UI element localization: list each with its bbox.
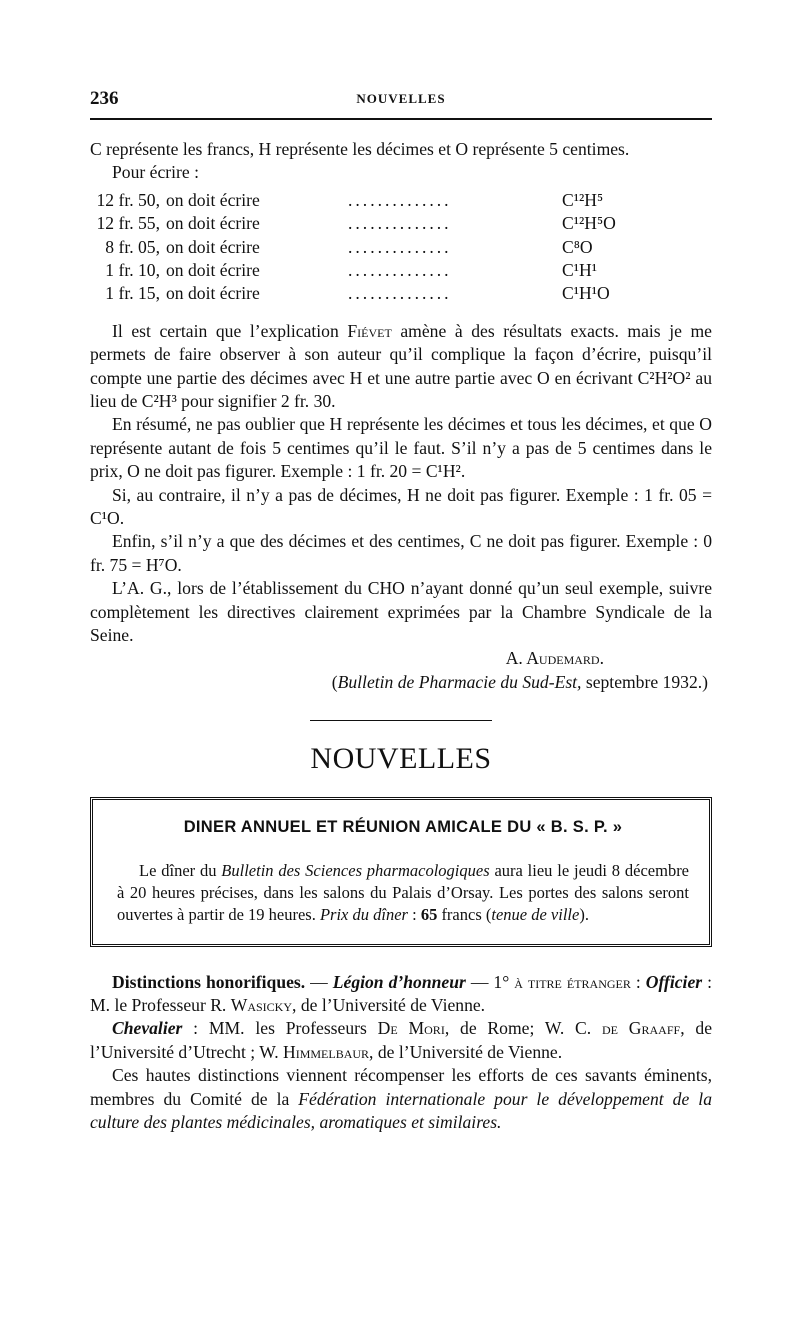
source-citation [90, 671, 708, 694]
journal-title: Bulletin de Pharmacie du Sud-Est, [337, 671, 582, 692]
chevalier-paragraph [90, 1017, 712, 1064]
person-name: De Mori [377, 1018, 445, 1039]
running-header [90, 88, 712, 110]
text-run: : [407, 904, 421, 924]
table-row [90, 189, 712, 212]
price-value: 65 [420, 904, 438, 924]
text-run: francs ( [437, 904, 492, 924]
person-name: Wasicky [230, 995, 293, 1016]
running-title: NOUVELLES [356, 91, 446, 106]
dot-leader: .............. [348, 283, 452, 304]
text-run: , de l’Université de Vienne. [292, 995, 486, 1016]
price-amount: 1 fr. 15, [105, 283, 160, 304]
text-run: , de l’Université d’Utrecht ; W. [90, 1018, 712, 1062]
section-divider [310, 720, 492, 721]
author-signature: A. Audemard. [505, 648, 604, 669]
price-code: C⁸O [562, 236, 593, 257]
paragraph-summary: En résumé, ne pas oublier que H représente les décimes et tous les décimes, et que O représente autant de fois 5 centimes qu’il le faut. S’il n’y a pas de 5 centimes dans le prix, O ne doit pas figurer. Exemple : 1 fr. 20 = C¹H². [90, 414, 712, 482]
federation-name: Fédération internationale pour le développement de la culture des plantes médicinales, aromatiques et similaires. [90, 1088, 712, 1133]
price-code: C¹²H⁵O [562, 213, 616, 234]
text-run: : M. le Professeur R. [90, 971, 712, 1016]
row-text: on doit écrire [166, 259, 260, 280]
text-run: ). [579, 904, 589, 924]
paragraph-explanation [90, 320, 712, 414]
text-run: Chevalier [112, 1018, 183, 1039]
text-run: ( [331, 671, 338, 692]
dinner-announcement-box [90, 797, 712, 946]
text-run: — 1° [465, 971, 515, 992]
paragraph-no-decimes: Si, au contraire, il n’y a pas de décimes, H ne doit pas figurer. Exemple : 1 fr. 05 = C¹O. [90, 484, 712, 529]
author-name: Fiévet [347, 320, 392, 341]
table-row [90, 282, 712, 305]
dress-code: tenue de ville [491, 904, 580, 924]
text-run: , de Rome; W. C. [444, 1018, 602, 1039]
row-text: on doit écrire [166, 236, 260, 257]
text-run: Le dîner du [139, 860, 222, 880]
text-run: aura lieu le jeudi 8 décembre à 20 heures précises, dans les salons du Palais d’Orsay. Les portes des salons seront ouvertes à partir de 19 heures. [117, 860, 690, 924]
row-text: on doit écrire [166, 213, 260, 234]
text-run: Légion d’honneur [332, 971, 466, 992]
dot-leader: .............. [348, 259, 452, 280]
text-run: amène à des résultats exacts. mais je me permets de faire observer à son auteur qu’il complique la façon d’écrire, puisqu’il compte une partie des décimes avec H et une autre partie avec O en écrivant C²H²O² au lieu de C²H³ pour signifier 2 fr. 30. [90, 320, 712, 411]
text-run: , de l’Université de Vienne. [369, 1041, 563, 1062]
table-row [90, 259, 712, 282]
header-rule [90, 118, 712, 120]
page-body [90, 138, 712, 1135]
text-run: — [305, 971, 333, 992]
distinctions-heading: Distinctions honorifiques. [112, 971, 306, 992]
text-run: Ces hautes distinctions viennent récompenser les efforts de ces savants éminents, membres du Comité de la [90, 1065, 712, 1109]
announcement-text [117, 860, 689, 926]
price-code: C¹H¹ [562, 259, 597, 280]
price-amount: 12 fr. 50, [96, 189, 160, 210]
row-text: on doit écrire [166, 283, 260, 304]
section-title: NOUVELLES [310, 742, 492, 776]
text-run: septembre 1932.) [581, 671, 708, 692]
text-run: : [630, 971, 646, 992]
intro-paragraph: C représente les francs, H représente les décimes et O représente 5 centimes. [90, 139, 630, 159]
text-run: à titre étranger [514, 971, 631, 992]
price-code: C¹²H⁵ [562, 189, 604, 210]
price-code-table [90, 189, 712, 306]
price-amount: 1 fr. 10, [105, 259, 160, 280]
text-run: Officier [645, 971, 703, 992]
text-run: Il est certain que l’explication [112, 320, 348, 341]
dot-leader: .............. [348, 189, 452, 210]
person-name: Himmelbaur [283, 1041, 370, 1062]
table-row [90, 212, 712, 235]
distinctions-paragraph [90, 971, 712, 1018]
row-text: on doit écrire [166, 189, 260, 210]
closing-paragraph [90, 1064, 712, 1134]
page-number: 236 [90, 88, 119, 109]
dot-leader: .............. [348, 236, 452, 257]
text-run: : MM. les Professeurs [182, 1018, 378, 1039]
intro-lead: Pour écrire : [112, 162, 199, 183]
paragraph-conclusion: L’A. G., lors de l’établissement du CHO n’ayant donné qu’un seul exemple, suivre complètement les directives clairement exprimées par la Chambre Syndicale de la Seine. [90, 578, 712, 646]
text-run: Prix du dîner [319, 904, 408, 924]
price-code: C¹H¹O [562, 283, 610, 304]
price-amount: 12 fr. 55, [96, 213, 160, 234]
journal-title: Bulletin des Sciences pharmacologiques [221, 860, 490, 880]
announcement-title: DINER ANNUEL ET RÉUNION AMICALE DU « B. S. P. » [183, 818, 623, 837]
paragraph-no-francs: Enfin, s’il n’y a que des décimes et des centimes, C ne doit pas figurer. Exemple : 0 fr. 75 = H⁷O. [90, 531, 712, 575]
person-name: de Graaff [601, 1018, 681, 1039]
dot-leader: .............. [348, 213, 452, 234]
table-row [90, 236, 712, 259]
price-amount: 8 fr. 05, [105, 236, 160, 257]
